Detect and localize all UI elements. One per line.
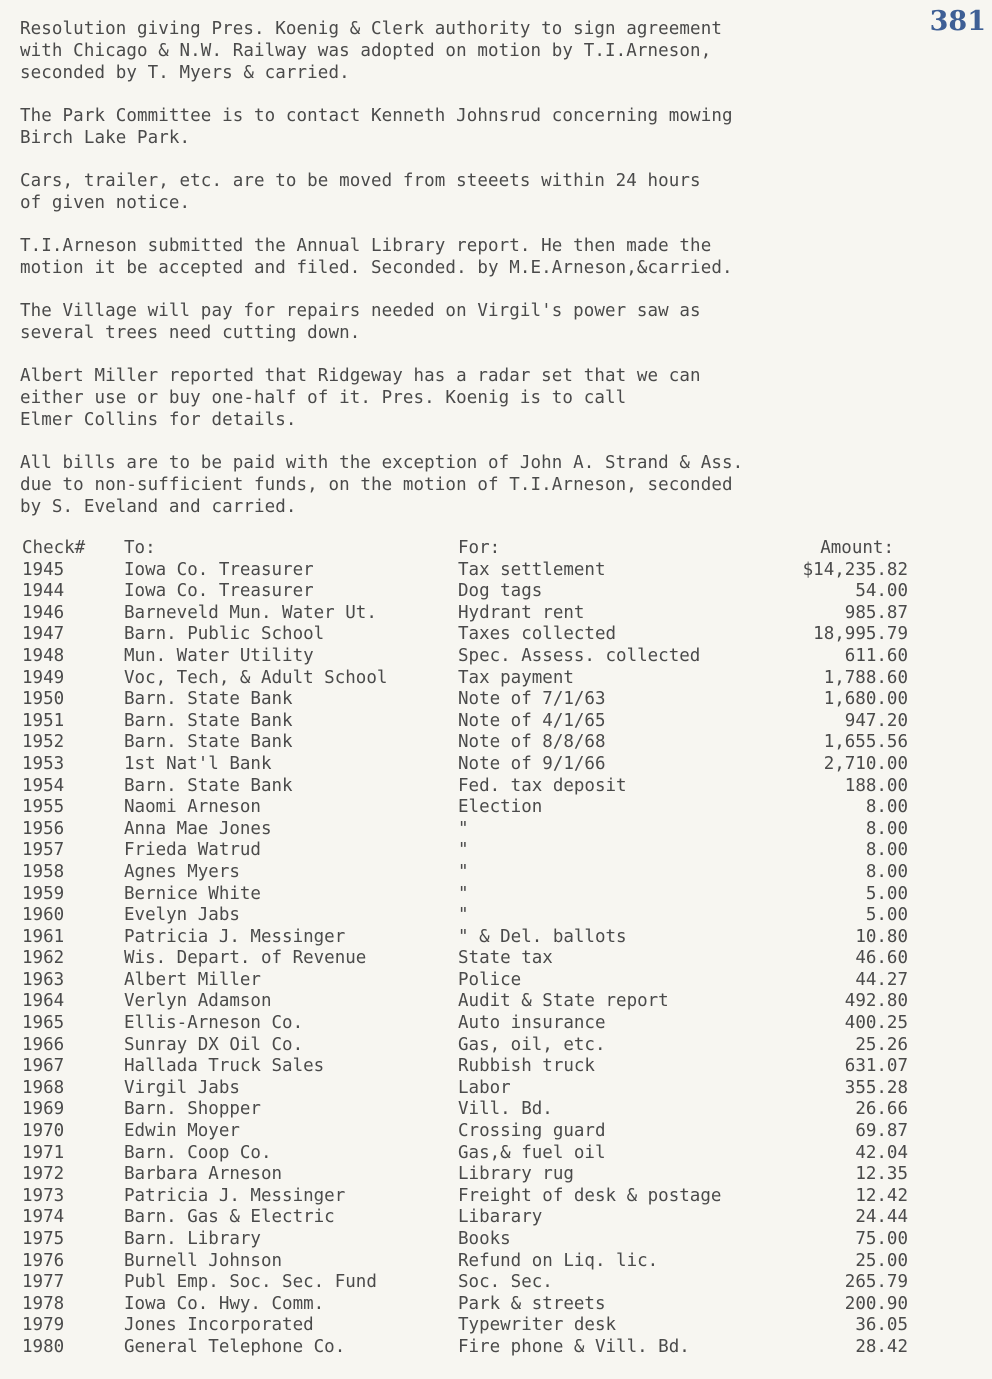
ledger-row bbox=[20, 797, 950, 819]
cell-for: Spec. Assess. collected bbox=[458, 645, 701, 666]
cell-to: Edwin Moyer bbox=[124, 1121, 240, 1142]
cell-check: 1975 bbox=[22, 1229, 65, 1249]
cell-check: 1964 bbox=[22, 991, 65, 1012]
cell-for: " bbox=[458, 861, 469, 882]
cell-check: 1956 bbox=[22, 818, 65, 839]
cell-for: Gas, oil, etc. bbox=[458, 1034, 606, 1055]
ledger-row bbox=[20, 1207, 950, 1229]
cell-amount: 69.87 bbox=[855, 1121, 908, 1142]
cell-check: 1980 bbox=[22, 1336, 65, 1357]
ledger-row bbox=[20, 1251, 950, 1273]
ledger-row bbox=[20, 948, 950, 970]
ledger-row bbox=[20, 1056, 950, 1078]
cell-for: Police bbox=[458, 969, 522, 990]
header-to: To: bbox=[124, 538, 156, 558]
ledger-row bbox=[20, 840, 950, 862]
paragraph-library-report: T.I.Arneson submitted the Annual Library report. He then made the motion it be accepted and filed. Seconded. by M.E.Arneson,&carried. bbox=[20, 236, 733, 278]
cell-to: Barn. State Bank bbox=[124, 710, 293, 731]
cell-amount: 985.87 bbox=[844, 602, 908, 623]
ledger-row bbox=[20, 927, 950, 949]
cell-for: Freight of desk & postage bbox=[458, 1185, 722, 1206]
cell-to: Barn. State Bank bbox=[124, 732, 293, 753]
cell-to: Barn. Gas & Electric bbox=[124, 1207, 335, 1228]
cell-check: 1969 bbox=[22, 1099, 65, 1120]
cell-check: 1945 bbox=[22, 559, 65, 580]
cell-amount: 5.00 bbox=[865, 883, 908, 904]
cell-amount: 10.80 bbox=[855, 926, 908, 947]
ledger-row bbox=[20, 711, 950, 733]
cell-check: 1976 bbox=[22, 1250, 65, 1271]
cell-for: Hydrant rent bbox=[458, 602, 585, 623]
ledger-row bbox=[20, 1121, 950, 1143]
cell-amount: 42.04 bbox=[855, 1142, 908, 1163]
ledger-row bbox=[20, 560, 950, 582]
cell-check: 1966 bbox=[22, 1034, 65, 1055]
minutes-body bbox=[20, 18, 920, 539]
header-amount: Amount: bbox=[820, 538, 894, 558]
cell-check: 1960 bbox=[22, 905, 65, 926]
cell-to: Barn. State Bank bbox=[124, 689, 293, 710]
cell-to: Frieda Watrud bbox=[124, 840, 261, 861]
cell-for: Crossing guard bbox=[458, 1121, 606, 1142]
paragraph-cars-moved: Cars, trailer, etc. are to be moved from steeets within 24 hours of given notice. bbox=[20, 171, 701, 213]
cell-for: Election bbox=[458, 797, 543, 818]
cell-for: Park & streets bbox=[458, 1293, 606, 1314]
ledger-row bbox=[20, 1272, 950, 1294]
ledger-row bbox=[20, 624, 950, 646]
cell-for: Note of 7/1/63 bbox=[458, 689, 606, 710]
cell-to: Wis. Depart. of Revenue bbox=[124, 948, 367, 969]
paragraph-power-saw: The Village will pay for repairs needed on Virgil's power saw as several trees need cutting down. bbox=[20, 301, 701, 343]
ledger-row bbox=[20, 905, 950, 927]
cell-for: Books bbox=[458, 1229, 511, 1249]
cell-check: 1957 bbox=[22, 840, 65, 861]
cell-amount: 75.00 bbox=[855, 1229, 908, 1249]
ledger-row bbox=[20, 1315, 950, 1337]
cell-check: 1979 bbox=[22, 1315, 65, 1336]
cell-check: 1967 bbox=[22, 1056, 65, 1077]
paragraph-bills: All bills are to be paid with the exception of John A. Strand & Ass. due to non-sufficient funds, on the motion of T.I.Arneson, seconded by S. Eveland and carried. bbox=[20, 453, 744, 517]
cell-check: 1971 bbox=[22, 1142, 65, 1163]
cell-amount: 28.42 bbox=[855, 1336, 908, 1357]
cell-check: 1958 bbox=[22, 861, 65, 882]
cell-check: 1947 bbox=[22, 624, 65, 645]
cell-check: 1974 bbox=[22, 1207, 65, 1228]
cell-to: Verlyn Adamson bbox=[124, 991, 272, 1012]
ledger-row bbox=[20, 1229, 950, 1251]
cell-to: Burnell Johnson bbox=[124, 1250, 283, 1271]
cell-check: 1944 bbox=[22, 581, 65, 602]
cell-amount: 46.60 bbox=[855, 948, 908, 969]
cell-for: Taxes collected bbox=[458, 624, 617, 645]
cell-for: Vill. Bd. bbox=[458, 1099, 553, 1120]
cell-amount: 12.35 bbox=[855, 1164, 908, 1185]
cell-to: Evelyn Jabs bbox=[124, 905, 240, 926]
cell-check: 1973 bbox=[22, 1185, 65, 1206]
paragraph-railway-agreement: Resolution giving Pres. Koenig & Clerk authority to sign agreement with Chicago & N.W. Railway was adopted on motion by T.I.Arneson, seconded by T. Myers & carried. bbox=[20, 19, 722, 83]
cell-to: Iowa Co. Treasurer bbox=[124, 559, 314, 580]
cell-for: Auto insurance bbox=[458, 1013, 606, 1034]
cell-to: Barn. Coop Co. bbox=[124, 1142, 272, 1163]
cell-amount: 8.00 bbox=[865, 797, 908, 818]
cell-amount: 8.00 bbox=[865, 818, 908, 839]
ledger-row bbox=[20, 581, 950, 603]
cell-check: 1948 bbox=[22, 645, 65, 666]
cell-check: 1959 bbox=[22, 883, 65, 904]
cell-check: 1962 bbox=[22, 948, 65, 969]
cell-amount: 24.44 bbox=[855, 1207, 908, 1228]
cell-for: State tax bbox=[458, 948, 553, 969]
ledger-header-row bbox=[20, 538, 950, 560]
cell-check: 1953 bbox=[22, 753, 65, 774]
cell-amount: 355.28 bbox=[844, 1077, 908, 1098]
cell-to: Bernice White bbox=[124, 883, 261, 904]
bills-ledger bbox=[20, 538, 950, 1359]
cell-to: Barn. State Bank bbox=[124, 775, 293, 796]
ledger-row bbox=[20, 1078, 950, 1100]
ledger-row bbox=[20, 689, 950, 711]
cell-to: Barbara Arneson bbox=[124, 1164, 283, 1185]
ledger-row bbox=[20, 646, 950, 668]
cell-to: Barn. Library bbox=[124, 1229, 261, 1249]
cell-amount: 1,655.56 bbox=[823, 732, 908, 753]
ledger-row bbox=[20, 862, 950, 884]
cell-for: Tax settlement bbox=[458, 559, 606, 580]
cell-amount: 2,710.00 bbox=[823, 753, 908, 774]
cell-check: 1963 bbox=[22, 969, 65, 990]
cell-to: Patricia J. Messinger bbox=[124, 926, 346, 947]
cell-amount: 54.00 bbox=[855, 581, 908, 602]
ledger-row bbox=[20, 754, 950, 776]
cell-amount: 400.25 bbox=[844, 1013, 908, 1034]
cell-check: 1968 bbox=[22, 1077, 65, 1098]
cell-check: 1949 bbox=[22, 667, 65, 688]
cell-to: Virgil Jabs bbox=[124, 1077, 240, 1098]
cell-check: 1952 bbox=[22, 732, 65, 753]
cell-amount: 25.26 bbox=[855, 1034, 908, 1055]
cell-amount: 5.00 bbox=[865, 905, 908, 926]
cell-amount: 18,995.79 bbox=[813, 624, 908, 645]
paragraph-radar-set: Albert Miller reported that Ridgeway has a radar set that we can either use or buy one-half of it. Pres. Koenig is to call Elmer Collins for details. bbox=[20, 366, 701, 430]
cell-amount: 631.07 bbox=[844, 1056, 908, 1077]
cell-to: Naomi Arneson bbox=[124, 797, 261, 818]
cell-amount: 26.66 bbox=[855, 1099, 908, 1120]
cell-to: Barn. Public School bbox=[124, 624, 325, 645]
ledger-row bbox=[20, 1035, 950, 1057]
cell-to: Barneveld Mun. Water Ut. bbox=[124, 602, 377, 623]
cell-amount: 611.60 bbox=[844, 645, 908, 666]
cell-for: Fire phone & Vill. Bd. bbox=[458, 1336, 690, 1357]
cell-amount: 200.90 bbox=[844, 1293, 908, 1314]
cell-to: 1st Nat'l Bank bbox=[124, 753, 272, 774]
ledger-row bbox=[20, 970, 950, 992]
cell-check: 1972 bbox=[22, 1164, 65, 1185]
cell-check: 1950 bbox=[22, 689, 65, 710]
cell-amount: 1,680.00 bbox=[823, 689, 908, 710]
ledger-row bbox=[20, 1099, 950, 1121]
ledger-row bbox=[20, 603, 950, 625]
cell-amount: 25.00 bbox=[855, 1250, 908, 1271]
cell-amount: $14,235.82 bbox=[802, 559, 908, 580]
cell-amount: 947.20 bbox=[844, 710, 908, 731]
ledger-row bbox=[20, 1337, 950, 1359]
cell-amount: 1,788.60 bbox=[823, 667, 908, 688]
cell-to: Voc, Tech, & Adult School bbox=[124, 667, 388, 688]
cell-check: 1977 bbox=[22, 1272, 65, 1293]
cell-amount: 36.05 bbox=[855, 1315, 908, 1336]
cell-for: " bbox=[458, 840, 469, 861]
cell-to: Agnes Myers bbox=[124, 861, 240, 882]
cell-to: Iowa Co. Hwy. Comm. bbox=[124, 1293, 325, 1314]
cell-to: Hallada Truck Sales bbox=[124, 1056, 325, 1077]
cell-to: Albert Miller bbox=[124, 969, 261, 990]
cell-for: " bbox=[458, 905, 469, 926]
cell-to: Sunray DX Oil Co. bbox=[124, 1034, 304, 1055]
ledger-rows bbox=[20, 560, 950, 1359]
cell-for: Tax payment bbox=[458, 667, 574, 688]
ledger-row bbox=[20, 1186, 950, 1208]
cell-amount: 492.80 bbox=[844, 991, 908, 1012]
ledger-row bbox=[20, 991, 950, 1013]
cell-check: 1978 bbox=[22, 1293, 65, 1314]
ledger-row bbox=[20, 1013, 950, 1035]
header-check: Check# bbox=[22, 538, 86, 558]
ledger-row bbox=[20, 1164, 950, 1186]
ledger-row bbox=[20, 776, 950, 798]
cell-to: Mun. Water Utility bbox=[124, 645, 314, 666]
cell-check: 1955 bbox=[22, 797, 65, 818]
cell-to: General Telephone Co. bbox=[124, 1336, 346, 1357]
ledger-row bbox=[20, 819, 950, 841]
cell-for: " bbox=[458, 818, 469, 839]
cell-for: Note of 9/1/66 bbox=[458, 753, 606, 774]
ledger-row bbox=[20, 884, 950, 906]
cell-check: 1961 bbox=[22, 926, 65, 947]
cell-for: Refund on Liq. lic. bbox=[458, 1250, 659, 1271]
cell-for: Note of 4/1/65 bbox=[458, 710, 606, 731]
cell-check: 1951 bbox=[22, 710, 65, 731]
paragraph-park-committee: The Park Committee is to contact Kenneth Johnsrud concerning mowing Birch Lake Park. bbox=[20, 106, 733, 148]
cell-amount: 12.42 bbox=[855, 1185, 908, 1206]
cell-for: Library rug bbox=[458, 1164, 574, 1185]
cell-check: 1970 bbox=[22, 1121, 65, 1142]
cell-for: Audit & State report bbox=[458, 991, 669, 1012]
cell-check: 1954 bbox=[22, 775, 65, 796]
cell-for: Dog tags bbox=[458, 581, 543, 602]
cell-for: Fed. tax deposit bbox=[458, 775, 627, 796]
cell-for: Gas,& fuel oil bbox=[458, 1142, 606, 1163]
cell-to: Publ Emp. Soc. Sec. Fund bbox=[124, 1272, 377, 1293]
ledger-row bbox=[20, 732, 950, 754]
cell-for: Soc. Sec. bbox=[458, 1272, 553, 1293]
cell-to: Anna Mae Jones bbox=[124, 818, 272, 839]
cell-amount: 188.00 bbox=[844, 775, 908, 796]
cell-for: Note of 8/8/68 bbox=[458, 732, 606, 753]
cell-to: Patricia J. Messinger bbox=[124, 1185, 346, 1206]
ledger-row bbox=[20, 1143, 950, 1165]
cell-to: Ellis-Arneson Co. bbox=[124, 1013, 304, 1034]
cell-amount: 8.00 bbox=[865, 840, 908, 861]
ledger-row bbox=[20, 1294, 950, 1316]
cell-for: " & Del. ballots bbox=[458, 926, 627, 947]
cell-check: 1946 bbox=[22, 602, 65, 623]
header-for: For: bbox=[458, 538, 501, 558]
cell-for: Labor bbox=[458, 1077, 511, 1098]
cell-check: 1965 bbox=[22, 1013, 65, 1034]
cell-amount: 8.00 bbox=[865, 861, 908, 882]
cell-to: Jones Incorporated bbox=[124, 1315, 314, 1336]
cell-for: Typewriter desk bbox=[458, 1315, 617, 1336]
cell-to: Iowa Co. Treasurer bbox=[124, 581, 314, 602]
cell-to: Barn. Shopper bbox=[124, 1099, 261, 1120]
cell-amount: 265.79 bbox=[844, 1272, 908, 1293]
cell-for: " bbox=[458, 883, 469, 904]
cell-for: Rubbish truck bbox=[458, 1056, 595, 1077]
page-number: 381 bbox=[929, 6, 986, 37]
ledger-row bbox=[20, 668, 950, 690]
cell-for: Libarary bbox=[458, 1207, 543, 1228]
cell-amount: 44.27 bbox=[855, 969, 908, 990]
